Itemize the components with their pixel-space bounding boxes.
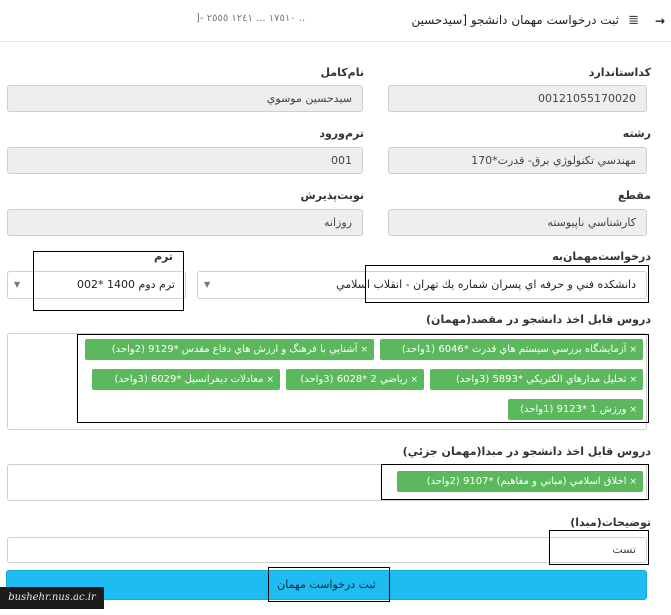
course-tag[interactable]: ×رياضي 2 *6028 (3واحد) bbox=[286, 369, 424, 390]
filter-icon[interactable]: ≣ bbox=[628, 13, 639, 28]
remove-tag-icon[interactable]: × bbox=[629, 477, 637, 487]
origin-courses-multiselect[interactable] bbox=[7, 464, 647, 501]
course-tag[interactable]: ×ورزش 1 *9123 (1واحد) bbox=[508, 399, 643, 420]
admission-field: روزانه bbox=[7, 209, 363, 236]
full-name-label: نام‌کامل bbox=[320, 66, 364, 79]
teacher-code-label: كداستاندارد bbox=[588, 66, 651, 79]
remove-tag-icon[interactable]: × bbox=[360, 345, 368, 355]
remove-tag-icon[interactable]: × bbox=[629, 345, 637, 355]
teacher-code-field: 00121055170020 bbox=[388, 85, 647, 112]
guest-university-select[interactable] bbox=[197, 271, 647, 299]
major-label: رشته bbox=[622, 127, 651, 140]
page-title: ثبت درخواست مهمان دانشجو [سيدحسين bbox=[411, 13, 619, 27]
remove-tag-icon[interactable]: × bbox=[266, 375, 274, 385]
term-select[interactable] bbox=[7, 271, 186, 299]
remove-tag-icon[interactable]: × bbox=[629, 405, 637, 415]
remove-tag-icon[interactable]: × bbox=[629, 375, 637, 385]
admission-label: نوبت‌پذيرش bbox=[300, 189, 364, 202]
site-watermark-logo: bushehr.nus.ac.ir bbox=[0, 587, 104, 609]
chevron-down-icon: ▼ bbox=[14, 280, 21, 289]
course-tag[interactable]: ×معادلات ديفرانسيل *6029 (3واحد) bbox=[92, 369, 280, 390]
notes-label: توضيحات(مبدا) bbox=[570, 516, 651, 529]
notes-input[interactable]: تست bbox=[7, 537, 647, 563]
header-student-info: ]- ١٧٥١٠ ... ١٢٤١ ٢٥٥٥ .. bbox=[196, 13, 306, 24]
level-field: كارشناسي ناپيوسته bbox=[388, 209, 647, 236]
course-tag[interactable]: ×تحليل مدارهاي الكتريكي *5893 (3واحد) bbox=[430, 369, 643, 390]
course-tag[interactable]: ×اخلاق اسلامي (مباني و مفاهيم) *9107 (2واحد) bbox=[397, 471, 643, 492]
full-name-field: سيدحسين موسوي bbox=[7, 85, 363, 112]
term-label: ترم bbox=[153, 250, 173, 263]
course-tag[interactable]: ×آزمايشگاه بررسي سيستم هاي قدرت *6046 (1واحد) bbox=[380, 339, 643, 360]
dest-courses-label: دروس قابل اخذ دانشجو در مقصد(مهمان) bbox=[426, 313, 651, 326]
page-header bbox=[0, 0, 671, 42]
remove-tag-icon[interactable]: × bbox=[410, 375, 418, 385]
arrow-right-icon[interactable]: → bbox=[654, 14, 665, 28]
guest-university-value: دانشكده فني و حرفه اي پسران شماره يك تهران - انقلاب اسلامي bbox=[336, 278, 636, 291]
guest-to-label: درخواست‌مهمان‌به bbox=[552, 250, 651, 263]
level-label: مقطع bbox=[618, 189, 651, 202]
chevron-down-icon: ▼ bbox=[204, 280, 211, 289]
dest-courses-multiselect[interactable] bbox=[7, 333, 647, 430]
course-tag[interactable]: ×آشنايي با فرهنگ و ارزش هاي دفاع مقدس *9129 (2واحد) bbox=[85, 339, 374, 360]
term-value: ترم دوم 1400 *002 bbox=[77, 278, 175, 291]
submit-request-button[interactable]: ثبت درخواست مهمان bbox=[6, 570, 647, 600]
entry-term-label: ترم‌ورود bbox=[319, 127, 364, 140]
major-field: مهندسي تكنولوژي برق- قدرت*170 bbox=[388, 147, 647, 174]
origin-courses-label: دروس قابل اخذ دانشجو در مبدا(مهمان جزئي) bbox=[402, 445, 651, 458]
entry-term-field: 001 bbox=[7, 147, 363, 174]
